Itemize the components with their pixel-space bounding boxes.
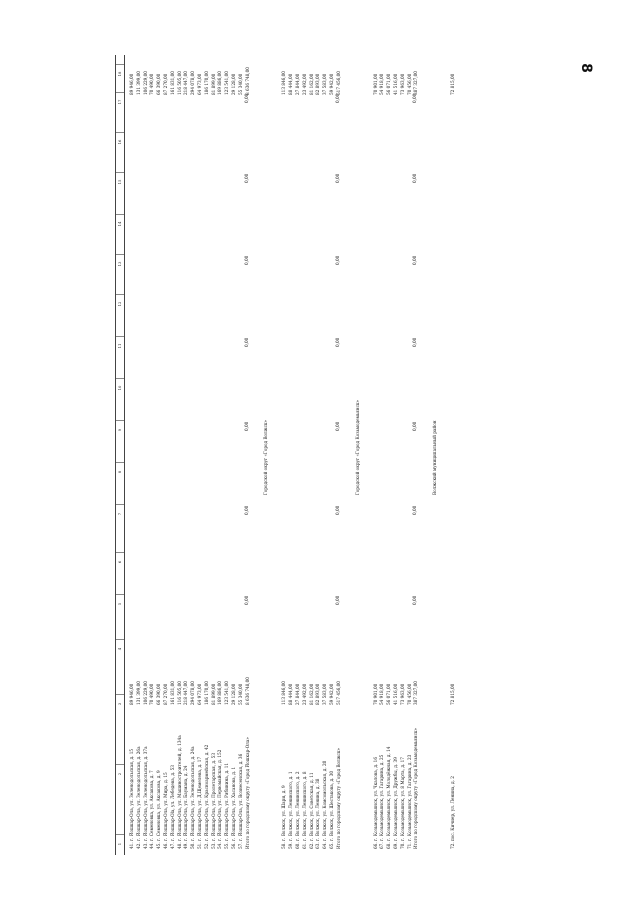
row-value-col3: 123 541,00 [224, 681, 230, 705]
row-label: 70. г. Козьмодемьянск, ул. 8 Марта, д. 17 [399, 757, 405, 849]
row-value-col18: 81 899,00 [210, 73, 216, 95]
header-top-rule [115, 55, 116, 855]
header-col-12: 12 [117, 301, 122, 307]
header-tick [115, 504, 124, 505]
header-tick [115, 92, 124, 93]
row-value-col3: 72 815,00 [450, 683, 456, 705]
row-label: 55. г. Йошкар-Ола, ул. Рябинина, д. 11 [224, 762, 230, 849]
row-label: 62. г. Волжск, ул. Советская, д. 11 [308, 772, 314, 849]
row-label: 67. г. Козьмодемьянск, ул. Гагарина, д. 25 [379, 754, 385, 849]
row-label: 59. г. Волжск, ул. Ленинского, д. 1 [288, 771, 294, 849]
zero-value: 0,00 [243, 595, 249, 605]
zero-value: 0,00 [334, 505, 340, 515]
row-value-col18: 72 815,00 [450, 73, 456, 95]
header-rule [124, 55, 125, 855]
zero-value: 0,00 [334, 173, 340, 183]
header-col-15: 15 [117, 179, 122, 185]
row-value-col18: 29 128,00 [231, 73, 236, 95]
header-col-17: 17 [117, 99, 122, 105]
row-value-col18: 123 541,00 [224, 71, 230, 95]
header-tick [115, 639, 124, 640]
row-value-col18: 113 846,00 [281, 71, 287, 95]
row-label: 66. г. Козьмодемьянск, ул. Чкалова, д. 16 [372, 756, 378, 849]
header-tick [115, 420, 124, 421]
row-value-col18: 70 901,00 [372, 73, 378, 95]
row-label: 54. г. Йошкар-Ола, ул. Первомайская, д. 152 [217, 749, 223, 849]
row-value-col3: 56 071,00 [386, 683, 392, 705]
row-label: 49. г. Йошкар-Ола, ул. Баумана, д. 24 [183, 765, 189, 849]
row-label: 65. г. Волжск, ул. Шестакова, д. 30 [329, 770, 334, 849]
row-value-col3: 186 170,00 [203, 681, 209, 705]
row-label: 57. г. Йошкар-Ола, ул. Вознесенская, д. 36 [237, 753, 243, 849]
row-value-col18: 70 456,00 [406, 73, 412, 95]
row-label: 53. г. Йошкар-Ола, ул. Пролетарская, д. 53 [210, 753, 216, 849]
row-label: 48. г. Йошкар-Ола, ул. Машиностроителей, д. 134а [176, 735, 182, 849]
row-label: 69. г. Козьмодемьянск, ул. Дружбы, д. 39 [393, 757, 398, 849]
zero-value: 0,00 [243, 337, 249, 347]
row-value-col3: 55 340,00 [237, 683, 243, 705]
row-value-col3: 64 973,00 [197, 683, 202, 705]
section-title: Волжский муниципальный район [432, 420, 438, 495]
header-tick [115, 378, 124, 379]
row-value-col3: 294 078,00 [190, 681, 196, 705]
row-value-col3: 106 229,00 [142, 681, 148, 705]
row-label: 68. г. Козьмодемьянск, ул. Молодёжная, д. 14 [386, 746, 392, 849]
row-value-col18: 89 946,00 [129, 73, 134, 95]
row-label: 42. г. Йошкар-Ола, ул. Зеленодольская, д. 26а [135, 746, 141, 849]
zero-value: 0,00 [243, 93, 249, 103]
row-value-col3: 27 844,00 [295, 683, 300, 705]
page-number: 8 [577, 63, 594, 73]
row-value-col3: 70 490,00 [149, 683, 155, 705]
zero-value: 0,00 [243, 255, 249, 265]
header-col-10: 10 [117, 385, 122, 391]
zero-value: 0,00 [412, 421, 418, 431]
row-value-col3: 131 399,00 [135, 681, 141, 705]
row-value-col18: 131 399,00 [135, 71, 141, 95]
row-value-col3: 161 831,00 [169, 681, 175, 705]
row-value-col3: 387 327,00 [413, 681, 419, 705]
header-col-9: 9 [117, 428, 122, 432]
row-value-col3: 59 942,00 [329, 683, 334, 705]
row-value-col18: 55 340,00 [237, 73, 243, 95]
total-row-label: Итого по городскому округу «Город Волжск» [335, 747, 341, 849]
row-value-col18: 64 973,00 [197, 73, 202, 95]
header-col-14: 14 [117, 221, 122, 227]
row-value-col18: 169 886,00 [217, 71, 223, 95]
row-label: 52. г. Йошкар-Ола, ул. Красноармейская, д. 42 [203, 744, 209, 849]
zero-value: 0,00 [334, 255, 340, 265]
header-col-8: 8 [117, 470, 122, 474]
header-tick [115, 462, 124, 463]
row-label: 44. г. Семеновка, ул. Аксакова, д. 7 [149, 770, 155, 849]
zero-value: 0,00 [412, 337, 418, 347]
zero-value: 0,00 [334, 93, 340, 103]
row-value-col18: 23 492,00 [301, 73, 307, 95]
row-value-col3: 87 270,00 [163, 683, 168, 705]
row-label: 71. г. Козьмодемьянск, ул. Гагарина, д. 23 [406, 754, 412, 849]
row-value-col3: 169 886,00 [217, 681, 223, 705]
row-value-col18: 37 583,00 [322, 73, 328, 95]
header-col-4: 4 [117, 647, 122, 651]
total-row-label: Итого по городскому округу «Город Йошкар-Ола» [244, 737, 250, 849]
row-value-col3: 116 505,00 [176, 681, 182, 705]
row-value-col18: 82 893,00 [315, 73, 321, 95]
row-value-col3: 73 963,00 [399, 683, 405, 705]
row-value-col3: 66 390,00 [156, 683, 162, 705]
row-value-col18: 70 490,00 [149, 73, 155, 95]
total-row-label: Итого по городскому округу «Город Козьмодемьянск» [413, 727, 419, 849]
zero-value: 0,00 [412, 255, 418, 265]
row-value-col18: 116 505,00 [176, 71, 182, 95]
row-value-col3: 88 444,00 [288, 683, 294, 705]
header-col-3: 3 [117, 702, 122, 706]
row-value-col3: 81 162,00 [308, 683, 314, 705]
row-value-col18: 73 963,00 [399, 73, 405, 95]
row-value-col18: 8 636 748,00 [244, 67, 250, 95]
header-col-13: 13 [117, 261, 122, 267]
row-label: 61. г. Волжск, ул. Ленинского, д. 8 [301, 771, 307, 849]
row-value-col18: 186 170,00 [203, 71, 209, 95]
zero-value: 0,00 [412, 173, 418, 183]
row-value-col3: 8 636 748,00 [244, 677, 250, 705]
row-value-col3: 70 901,00 [372, 683, 378, 705]
zero-value: 0,00 [243, 505, 249, 515]
header-tick [115, 294, 124, 295]
row-value-col18: 66 390,00 [156, 73, 162, 95]
section-title: Городской округ «Город Волжск» [263, 419, 269, 495]
zero-value: 0,00 [243, 173, 249, 183]
section-title: Городской округ «Город Козьмодемьянск» [354, 399, 360, 495]
header-tick [115, 64, 124, 65]
header-tick [115, 254, 124, 255]
row-label: 43. г. Йошкар-Ола, ул. Зеленодольская, д. 37а [142, 746, 148, 849]
row-value-col3: 23 492,00 [301, 683, 307, 705]
header-tick [115, 214, 124, 215]
row-value-col18: 88 444,00 [288, 73, 294, 95]
row-label: 60. г. Волжск, ул. Ленинского, д. 2 [295, 771, 300, 849]
row-label: 56. г. Йошкар-Ола, ул. Хасанова, д. 1 [231, 766, 236, 849]
header-tick [115, 336, 124, 337]
row-value-col18: 161 831,00 [169, 71, 175, 95]
row-value-col3: 82 893,00 [315, 683, 321, 705]
row-value-col18: 56 071,00 [386, 73, 392, 95]
header-tick [115, 694, 124, 695]
row-label: 47. г. Йошкар-Ola, ул. Лебедева, д. 53 [169, 765, 175, 849]
row-label: 41. г. Йошкар-Ола, ул. Зеленодольская, д. 15 [129, 748, 134, 849]
row-value-col18: 87 270,00 [163, 73, 168, 95]
row-value-col18: 54 918,00 [379, 73, 385, 95]
row-value-col18: 218 447,00 [183, 71, 189, 95]
row-label: 46. г. Йошкар-Ола, ул. Мира, д. 15 [163, 772, 168, 849]
row-label: 45. г. Семеновка, ул. Аксакова, д. 9 [156, 770, 162, 849]
row-value-col3: 113 846,00 [281, 681, 287, 705]
zero-value: 0,00 [334, 595, 340, 605]
row-value-col3: 81 899,00 [210, 683, 216, 705]
row-value-col3: 89 946,00 [129, 683, 134, 705]
header-col-16: 16 [117, 139, 122, 145]
header-tick [115, 172, 124, 173]
header-col-5: 5 [117, 602, 122, 606]
zero-value: 0,00 [334, 337, 340, 347]
row-label: 72. пос. Кичиер, ул. Ленина, д. 2 [450, 776, 456, 849]
row-value-col18: 41 516,00 [393, 73, 398, 95]
row-label: 50. г. Йошкар-Ола, ул. Зеленодольская, д. 24а [190, 746, 196, 849]
header-tick [115, 764, 124, 765]
row-label: 51. г. Йошкар-Ола, ул. Д.Щемелева, д. 17 [197, 756, 202, 849]
header-tick [115, 552, 124, 553]
row-value-col3: 29 128,00 [231, 683, 236, 705]
zero-value: 0,00 [334, 421, 340, 431]
header-col-1: 1 [117, 842, 122, 846]
row-value-col3: 517 456,00 [335, 681, 341, 705]
header-col-18: 18 [117, 71, 122, 77]
row-value-col18: 294 078,00 [190, 71, 196, 95]
row-value-col18: 387 327,00 [413, 71, 419, 95]
zero-value: 0,00 [243, 421, 249, 431]
row-value-col18: 59 942,00 [329, 73, 334, 95]
header-col-6: 6 [117, 560, 122, 564]
header-tick [115, 834, 124, 835]
row-value-col3: 41 516,00 [393, 683, 398, 705]
row-value-col18: 81 162,00 [308, 73, 314, 95]
rotated-table [115, 55, 585, 855]
header-col-7: 7 [117, 512, 122, 516]
zero-value: 0,00 [412, 93, 418, 103]
row-value-col18: 517 456,00 [335, 71, 341, 95]
row-label: 63. г. Волжск, ул. Ленина, д. 38 [315, 778, 321, 849]
zero-value: 0,00 [412, 505, 418, 515]
header-tick [115, 594, 124, 595]
row-value-col3: 37 583,00 [322, 683, 328, 705]
row-value-col3: 218 447,00 [183, 681, 189, 705]
row-label: 64. г. Волжск, ул. Комсомольская, д. 20 [322, 760, 328, 849]
row-label: 58. г. Волжск, ул. Шари, д. 9 [281, 785, 287, 849]
header-tick [115, 132, 124, 133]
row-value-col3: 70 456,00 [406, 683, 412, 705]
header-col-2: 2 [117, 772, 122, 776]
header-col-11: 11 [117, 343, 122, 349]
row-value-col18: 27 844,00 [295, 73, 300, 95]
row-value-col18: 106 229,00 [142, 71, 148, 95]
row-value-col3: 54 918,00 [379, 683, 385, 705]
zero-value: 0,00 [412, 595, 418, 605]
